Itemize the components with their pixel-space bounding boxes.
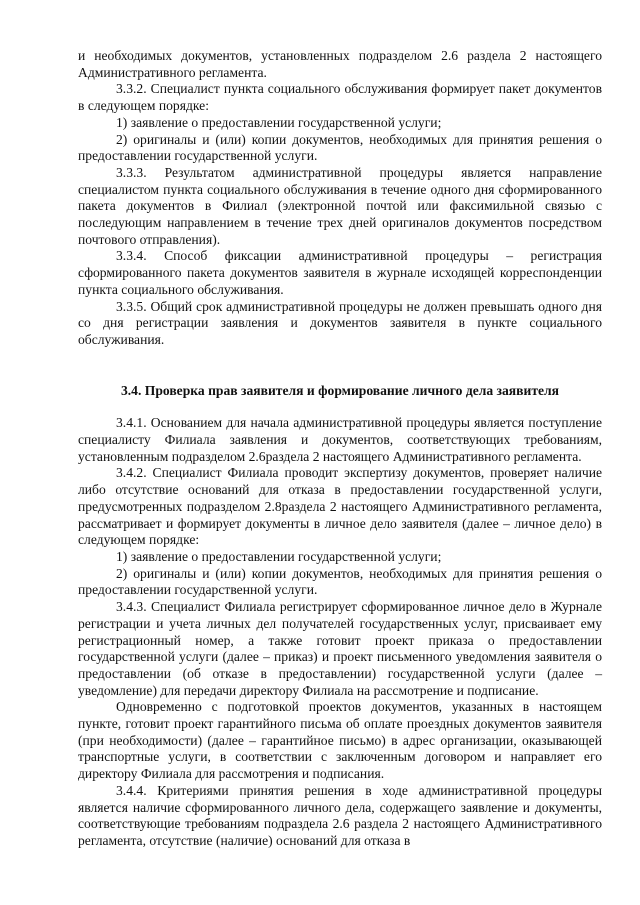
paragraph-3-4-3: 3.4.3. Специалист Филиала регистрирует сформированное личное дело в Журнале регистрации и учета личных дел получателей государственных услуг, присваивает ему регистрационный номер, а также готовит проект приказа о предоставлении государственной услуги (далее – приказ) и проект письменного уведомления заявителя о предоставлении (об отказе в предоставлении) государственной услуги (далее – уведомление) для передачи директору Филиала на рассмотрение и подписание. bbox=[78, 599, 602, 698]
section-3-4-heading: 3.4. Проверка прав заявителя и формирование личного дела заявителя bbox=[120, 382, 560, 398]
document-page bbox=[78, 48, 602, 850]
paragraph-3-3-4: 3.3.4. Способ фиксации административной процедуры – регистрация сформированного пакета документов заявителя в журнале исходящей корреспонденции пункта социального обслуживания. bbox=[78, 248, 602, 297]
heading-spacer bbox=[78, 399, 602, 415]
list-item-3-3-2-2: 2) оригиналы и (или) копии документов, необходимых для принятия решения о предоставлении государственной услуги. bbox=[78, 131, 602, 164]
list-item-3-3-2-1: 1) заявление о предоставлении государственной услуги; bbox=[116, 114, 442, 130]
paragraph-3-3-2: 3.3.2. Специалист пункта социального обслуживания формирует пакет документов в следующем порядке: bbox=[78, 81, 602, 114]
list-item-3-4-2-2: 2) оригиналы и (или) копии документов, необходимых для принятия решения о предоставлении государственной услуги. bbox=[78, 565, 602, 598]
list-item-3-4-2-1: 1) заявление о предоставлении государственной услуги; bbox=[116, 548, 442, 564]
paragraph-3-4-2: 3.4.2. Специалист Филиала проводит экспертизу документов, проверяет наличие либо отсутствие оснований для отказа в предоставлении государственной услуги, предусмотренных подразделом 2.8раздела 2 настоящего Административного регламента, рассматривает и формирует документы в личное дело заявителя (далее – личное дело) в следующем порядке: bbox=[78, 465, 602, 548]
section-spacer bbox=[78, 349, 602, 383]
paragraph-3-3-continuation: и необходимых документов, установленных подразделом 2.6 раздела 2 настоящего Административного регламента. bbox=[78, 48, 602, 80]
paragraph-3-4-4: 3.4.4. Критериями принятия решения в ходе административной процедуры является наличие сформированного личного дела, содержащего заявление и документы, соответствующие требованиям подраздела 2.6 раздела 2 настоящего Административного регламента, отсутствие (наличие) оснований для отказа в bbox=[78, 782, 602, 848]
paragraph-3-3-3: 3.3.3. Результатом административной процедуры является направление специалистом пункта социального обслуживания в течение одного дня сформированного пакета документов в Филиал (электронной почтой или факсимильной связью с последующим направлением в течение трех дней оригиналов документов посредством почтового отправления). bbox=[78, 164, 602, 247]
paragraph-3-4-3-continued: Одновременно с подготовкой проектов документов, указанных в настоящем пункте, готовит проект гарантийного письма об оплате проездных документов заявителя (при необходимости) (далее – гарантийное письмо) в адрес организации, оказывающей транспортные услуги, в соответствии с заключенным договором и направляет его директору Филиала для рассмотрения и подписания. bbox=[78, 699, 602, 782]
paragraph-3-3-5: 3.3.5. Общий срок административной процедуры не должен превышать одного дня со дня регистрации заявления и документов заявителя в пункте социального обслуживания. bbox=[78, 298, 602, 347]
paragraph-3-4-1: 3.4.1. Основанием для начала административной процедуры является поступление специалисту Филиала заявления и документов, соответствующих требованиям, установленным подразделом 2.6раздела 2 настоящего Административного регламента. bbox=[78, 415, 602, 464]
